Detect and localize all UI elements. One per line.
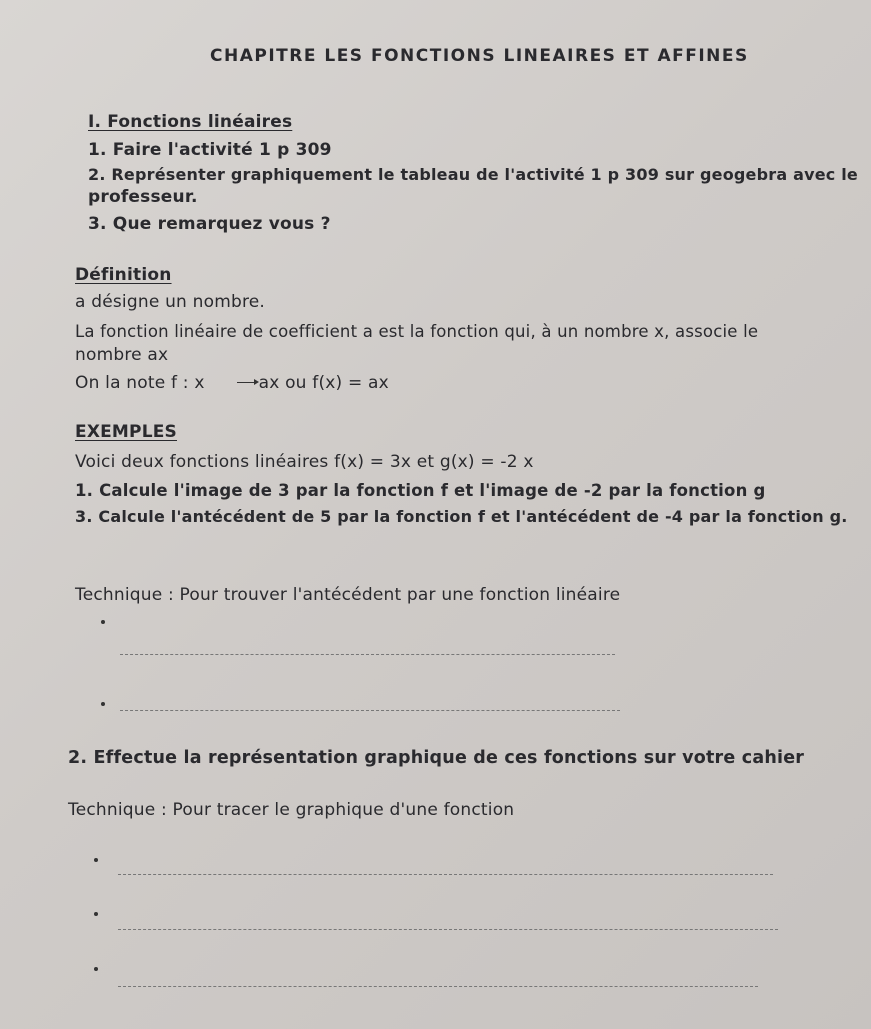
bullet-dot — [101, 702, 105, 706]
answer-line — [118, 874, 773, 875]
bullet-dot — [94, 967, 98, 971]
example-question-1: 1. Calcule l'image de 3 par la fonction f et l'image de -2 par la fonction g — [75, 481, 766, 500]
definition-notation — [75, 373, 389, 393]
definition-heading: Définition — [75, 265, 172, 285]
notation-prefix: On la note f : x — [75, 373, 205, 393]
maps-to-arrow-icon — [237, 382, 257, 383]
definition-line-3: nombre ax — [75, 345, 169, 365]
bullet-dot — [101, 620, 105, 624]
definition-line-2: La fonction linéaire de coefficient a est la fonction qui, à un nombre x, associe le — [75, 322, 759, 341]
notation-suffix: ax ou f(x) = ax — [258, 373, 389, 393]
example-question-3: 3. Calcule l'antécédent de 5 par la fonction f et l'antécédent de -4 par la fonction g. — [75, 507, 848, 526]
exercise-2: 2. Effectue la représentation graphique de ces fonctions sur votre cahier — [68, 748, 805, 768]
technique-graph: Technique : Pour tracer le graphique d'une fonction — [68, 800, 515, 820]
definition-line-1: a désigne un nombre. — [75, 292, 266, 312]
bullet-dot — [94, 912, 98, 916]
activity-item-2-line1: 2. Représenter graphiquement le tableau de l'activité 1 p 309 sur geogebra avec le — [88, 165, 858, 184]
answer-line — [120, 654, 615, 655]
answer-line — [118, 929, 778, 930]
activity-item-1: 1. Faire l'activité 1 p 309 — [88, 140, 332, 160]
answer-line — [120, 710, 620, 711]
chapter-title: CHAPITRE LES FONCTIONS LINEAIRES ET AFFINES — [210, 46, 749, 66]
activity-item-3: 3. Que remarquez vous ? — [88, 214, 331, 234]
examples-intro: Voici deux fonctions linéaires f(x) = 3x et g(x) = -2 x — [75, 452, 534, 472]
answer-line — [118, 986, 758, 987]
examples-heading: EXEMPLES — [75, 422, 177, 442]
technique-antecedent: Technique : Pour trouver l'antécédent par une fonction linéaire — [75, 585, 621, 605]
activity-item-2-line2: professeur. — [88, 187, 198, 207]
section-heading-linear-functions: I. Fonctions linéaires — [88, 112, 293, 132]
bullet-dot — [94, 858, 98, 862]
